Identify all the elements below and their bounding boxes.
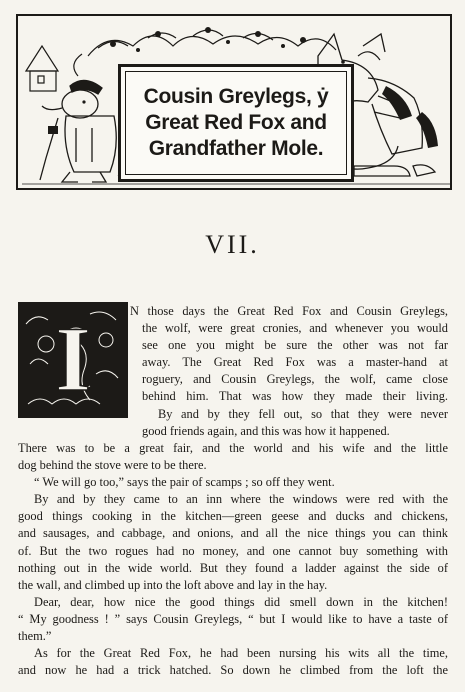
text-line: good friends again, and this was how it happened. xyxy=(142,423,390,438)
text-line: roguery, and Cousin Greylegs, the wolf, came close xyxy=(142,372,448,387)
text-line: and now he had a trick hatched. So down he climbed from the loft the xyxy=(18,663,448,678)
text-line: As for the Great Red Fox, he had been nursing his wits all the time, xyxy=(34,646,448,661)
text-line: N those days the Great Red Fox and Cousin Greylegs, xyxy=(130,304,448,318)
chapter-number: VII. xyxy=(205,230,260,259)
title-line-1: Cousin Greylegs, ẏ xyxy=(143,85,329,108)
text-line: nothing out in the wide world. But they found a ladder against the side of xyxy=(18,560,448,575)
text-line: “ My goodness ! ” says Cousin Greylegs, “ but I would like to have a taste of xyxy=(18,611,448,626)
text-line: see one you might be sure the other was not far xyxy=(142,338,448,353)
text-line: behind him. That was how they made their living. xyxy=(142,389,448,404)
paragraph-body xyxy=(18,440,448,679)
text-line: the wolf, were great cronies, and whenever you would xyxy=(142,321,448,336)
text-line: the wall, and climbed up into the loft above and lay in the hay. xyxy=(18,577,328,592)
text-line: and sausages, and cabbage, and onions, and all the nice things you can think xyxy=(18,526,448,541)
text-line: of. But the two rogues had no money, and one cannot buy something with xyxy=(18,543,448,558)
text-line: dog behind the stove were to be there. xyxy=(18,458,207,473)
drop-cap-letter: I xyxy=(55,308,91,410)
drop-cap-illustration xyxy=(18,302,128,418)
text-line: “ We will go too,” says the pair of scamps ; so off they went. xyxy=(34,475,335,490)
text-line: them.” xyxy=(18,629,52,644)
title-panel xyxy=(118,64,354,182)
text-line: There was to be a great fair, and the world and his wife and the little xyxy=(18,441,448,455)
text-line: Dear, dear, how nice the good things did smell down in the kitchen! xyxy=(34,594,448,609)
header-illustration xyxy=(16,14,452,190)
text-line: By and by they fell out, so that they were never xyxy=(158,406,448,421)
text-line: good things cooking in the kitchen—green geese and ducks and chickens, xyxy=(18,509,448,524)
text-line: away. The Great Red Fox was a master-hand at xyxy=(142,355,448,370)
title-line-2: Great Red Fox and xyxy=(145,111,327,134)
paragraph-opening xyxy=(130,303,448,440)
text-line: By and by they came to an inn where the windows were red with the xyxy=(34,492,448,507)
title-line-3: Grandfather Mole. xyxy=(148,137,324,160)
